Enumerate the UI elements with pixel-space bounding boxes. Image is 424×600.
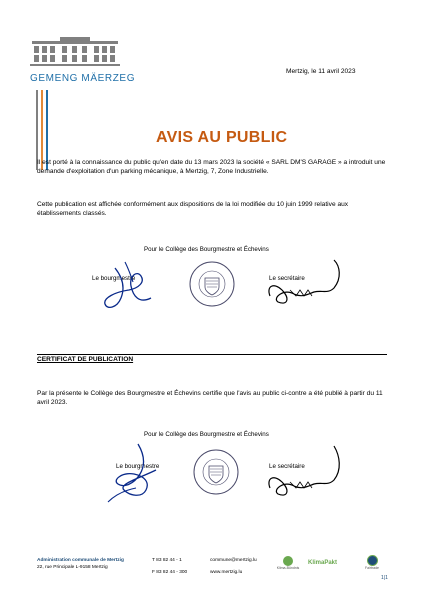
certificate-paragraph: Par la présente le Collège des Bourgmestre et Échevins certifie que l'avis au public ci-contre a été publié à partir du 11 avril 2023. [37, 390, 383, 406]
footer-fax: F 83 82 44 - 300 [152, 570, 188, 575]
fairtrade-icon [367, 555, 378, 566]
klima-buendnis-logo [276, 556, 300, 570]
place-date: Mertzig, le 11 avril 2023 [286, 68, 356, 75]
official-seal-2 [192, 448, 240, 496]
secretary-label-2: Le secrétaire [269, 463, 305, 470]
college-label: Pour le Collège des Bourgmestre et Échevins [144, 246, 269, 253]
notice-paragraph: Il est porté à la connaissance du public qu'en date du 13 mars 2023 la société « SARL DM'S GARAGE » a introduit une demande d'exploitation d'un parking mécanique, à Mertzig, 7, Zone Industrielle. [37, 159, 386, 175]
fairtrade-logo [362, 555, 382, 570]
secretary-label: Le secrétaire [269, 275, 305, 282]
official-seal [188, 260, 236, 308]
footer-contact [210, 557, 280, 576]
fairtrade-label: Fairtrade [364, 566, 379, 570]
footer-email[interactable]: commune@mertzig.lu [210, 558, 257, 563]
college-label-2: Pour le Collège des Bourgmestre et Échevins [144, 431, 269, 438]
logo [30, 37, 136, 84]
mayor-signature-2 [100, 440, 170, 506]
section-divider [37, 354, 387, 355]
mayor-signature [95, 258, 165, 316]
footer-phone: T 83 82 44 - 1 [152, 558, 182, 563]
footer-website[interactable]: www.mertzig.lu [210, 570, 243, 575]
footer-address: 22, rue Principale L-9158 Mertzig [37, 565, 108, 570]
logo-text: GEMENG MÄERZEG [30, 73, 136, 84]
footer-phone-block [152, 557, 202, 576]
footer-admin [37, 557, 147, 571]
mayor-label-2: Le bourgmestre [116, 463, 160, 470]
mayor-label: Le bourgmestre [92, 275, 136, 282]
secretary-signature-2 [262, 440, 357, 512]
publication-paragraph: Cette publication est affichée conformément aux dispositions de la loi modifiée du 10 juin 1999 relative aux établissements classés. [37, 201, 349, 217]
klimapakt-logo: KlimaPakt [308, 560, 338, 566]
leaf-icon [283, 556, 293, 566]
building-icon [30, 37, 120, 67]
klima-buendnis-label: Klima-Bündnis [276, 566, 300, 570]
secretary-signature [262, 252, 357, 318]
footer-admin-name: Administration communale de Mertzig [37, 558, 124, 563]
certificate-heading: CERTIFICAT DE PUBLICATION [37, 356, 134, 363]
page-number: 1|1 [381, 575, 388, 581]
page-title: AVIS AU PUBLIC [156, 129, 288, 146]
